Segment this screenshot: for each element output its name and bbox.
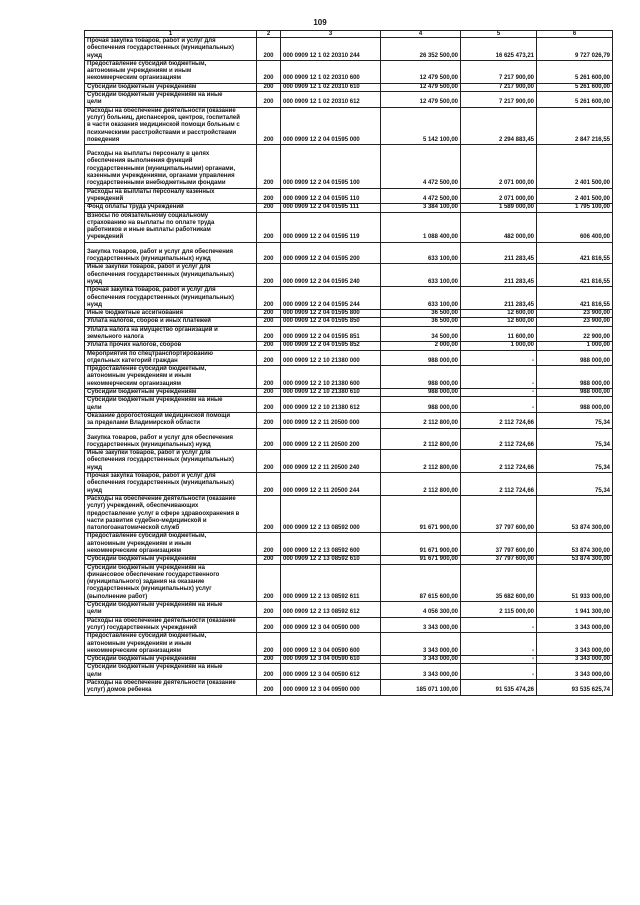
row-approved-cell: 633 100,00 <box>381 264 461 287</box>
header-col-1: 1 <box>85 31 257 38</box>
row-line-code-cell: 200 <box>257 60 281 83</box>
row-executed-cell: 1 589 000,00 <box>461 204 537 212</box>
row-line-code-cell: 200 <box>257 495 281 532</box>
header-col-4: 4 <box>381 31 461 38</box>
table-row <box>85 556 613 564</box>
row-executed-cell: 12 600,00 <box>461 310 537 318</box>
row-name-cell: Закупка товаров, работ и услуг для обеспечения государственных (муниципальных) нужд <box>85 428 257 450</box>
row-executed-cell: - <box>461 366 537 389</box>
row-name-cell: Прочая закупка товаров, работ и услуг для обеспечения государственных (муниципальных) нужд <box>85 38 257 61</box>
row-name-cell: Расходы на выплаты персоналу казенных учреждений <box>85 188 257 204</box>
row-executed-cell: 211 283,45 <box>461 242 537 264</box>
row-budget-code-cell: 000 0909 12 2 04 01595 111 <box>281 204 381 212</box>
row-executed-cell: 2 071 000,00 <box>461 145 537 188</box>
row-name-cell: Уплата налогов, сборов и иных платежей <box>85 318 257 326</box>
row-approved-cell: 2 112 800,00 <box>381 473 461 496</box>
row-executed-cell: 2 112 724,66 <box>461 428 537 450</box>
row-budget-code-cell: 000 0909 12 1 02 20310 612 <box>281 92 381 108</box>
row-approved-cell: 3 384 100,00 <box>381 204 461 212</box>
row-name-cell: Взносы по обязательному социальному страхованию на выплаты по оплате труда работников и иные выплаты работникам учреждений <box>85 212 257 242</box>
row-budget-code-cell: 000 0909 12 2 04 01595 119 <box>281 212 381 242</box>
row-unexecuted-cell: 3 343 000,00 <box>537 633 613 656</box>
table-row <box>85 366 613 389</box>
row-name-cell: Субсидии бюджетным учреждениям <box>85 83 257 91</box>
row-budget-code-cell: 000 0909 12 3 04 00590 612 <box>281 664 381 680</box>
table-row <box>85 602 613 618</box>
row-executed-cell: 1 000,00 <box>461 342 537 350</box>
row-unexecuted-cell: 93 535 625,74 <box>537 680 613 696</box>
table-row <box>85 633 613 656</box>
row-approved-cell: 26 352 500,00 <box>381 38 461 61</box>
row-budget-code-cell: 000 0909 12 2 13 08592 611 <box>281 564 381 601</box>
row-line-code-cell: 200 <box>257 107 281 144</box>
row-line-code-cell: 200 <box>257 564 281 601</box>
row-line-code-cell: 200 <box>257 204 281 212</box>
row-line-code-cell: 200 <box>257 428 281 450</box>
row-approved-cell: 4 056 300,00 <box>381 602 461 618</box>
row-executed-cell: - <box>461 397 537 413</box>
row-unexecuted-cell: 2 401 500,00 <box>537 145 613 188</box>
row-name-cell: Субсидии бюджетным учреждениям на иные цели <box>85 664 257 680</box>
row-name-cell: Оказание дорогостоящей медицинской помощи за пределами Владимирской области <box>85 412 257 428</box>
row-budget-code-cell: 000 0909 12 2 10 21380 000 <box>281 350 381 366</box>
row-name-cell: Субсидии бюджетным учреждениям на финансовое обеспечение государственного (муниципального) задания на оказание государственных (муниципальных) услуг (выполнение работ) <box>85 564 257 601</box>
row-executed-cell: 211 283,45 <box>461 264 537 287</box>
header-col-5: 5 <box>461 31 537 38</box>
row-budget-code-cell: 000 0909 12 2 10 21380 600 <box>281 366 381 389</box>
row-unexecuted-cell: 22 900,00 <box>537 326 613 342</box>
table-row <box>85 656 613 664</box>
row-line-code-cell: 200 <box>257 389 281 397</box>
row-budget-code-cell: 000 0909 12 2 04 01595 200 <box>281 242 381 264</box>
row-unexecuted-cell: 988 000,00 <box>537 350 613 366</box>
table-row <box>85 450 613 473</box>
row-executed-cell: 7 217 900,00 <box>461 83 537 91</box>
row-executed-cell: 37 797 600,00 <box>461 533 537 556</box>
header-col-3: 3 <box>281 31 381 38</box>
row-unexecuted-cell: 53 874 300,00 <box>537 556 613 564</box>
table-row <box>85 188 613 204</box>
row-approved-cell: 4 472 500,00 <box>381 188 461 204</box>
row-name-cell: Субсидии бюджетным учреждениям <box>85 556 257 564</box>
row-name-cell: Иные закупки товаров, работ и услуг для обеспечения государственных (муниципальных) нужд <box>85 264 257 287</box>
row-unexecuted-cell: 75,34 <box>537 450 613 473</box>
row-executed-cell: 11 600,00 <box>461 326 537 342</box>
row-name-cell: Расходы на обеспечение деятельности (оказание услуг) государственных учреждений <box>85 617 257 633</box>
row-unexecuted-cell: 5 261 600,00 <box>537 83 613 91</box>
row-executed-cell: 12 600,00 <box>461 318 537 326</box>
row-unexecuted-cell: 1 941 300,00 <box>537 602 613 618</box>
row-line-code-cell: 200 <box>257 664 281 680</box>
table-row <box>85 204 613 212</box>
table-row <box>85 342 613 350</box>
table-row <box>85 680 613 696</box>
row-executed-cell: - <box>461 350 537 366</box>
table-row <box>85 428 613 450</box>
row-budget-code-cell: 000 0909 12 2 13 08592 612 <box>281 602 381 618</box>
row-name-cell: Закупка товаров, работ и услуг для обеспечения государственных (муниципальных) нужд <box>85 242 257 264</box>
row-unexecuted-cell: 988 000,00 <box>537 397 613 413</box>
row-approved-cell: 3 343 000,00 <box>381 617 461 633</box>
row-executed-cell: 2 294 883,45 <box>461 107 537 144</box>
row-unexecuted-cell: 5 261 600,00 <box>537 92 613 108</box>
table-row <box>85 38 613 61</box>
row-budget-code-cell: 000 0909 12 2 10 21380 612 <box>281 397 381 413</box>
row-unexecuted-cell: 2 847 216,55 <box>537 107 613 144</box>
row-unexecuted-cell: 5 261 600,00 <box>537 60 613 83</box>
row-unexecuted-cell: 606 400,00 <box>537 212 613 242</box>
table-row <box>85 60 613 83</box>
table-row <box>85 242 613 264</box>
row-executed-cell: - <box>461 664 537 680</box>
row-approved-cell: 5 142 100,00 <box>381 107 461 144</box>
table-row <box>85 397 613 413</box>
row-line-code-cell: 200 <box>257 287 281 310</box>
row-unexecuted-cell: 421 816,55 <box>537 242 613 264</box>
table-row <box>85 412 613 428</box>
row-line-code-cell: 200 <box>257 212 281 242</box>
table-row <box>85 664 613 680</box>
row-name-cell: Предоставление субсидий бюджетным, автономным учреждениям и иным некоммерческим организациям <box>85 366 257 389</box>
table-row <box>85 389 613 397</box>
row-unexecuted-cell: 1 795 100,00 <box>537 204 613 212</box>
row-executed-cell: 2 071 000,00 <box>461 188 537 204</box>
row-budget-code-cell: 000 0909 12 1 02 20310 600 <box>281 60 381 83</box>
row-unexecuted-cell: 75,34 <box>537 412 613 428</box>
row-line-code-cell: 200 <box>257 656 281 664</box>
row-executed-cell: 7 217 900,00 <box>461 60 537 83</box>
row-unexecuted-cell: 2 401 500,00 <box>537 188 613 204</box>
row-approved-cell: 2 112 800,00 <box>381 450 461 473</box>
row-executed-cell: 2 112 724,66 <box>461 450 537 473</box>
row-line-code-cell: 200 <box>257 633 281 656</box>
row-approved-cell: 3 343 000,00 <box>381 633 461 656</box>
table-row <box>85 533 613 556</box>
row-budget-code-cell: 000 0909 12 1 02 20310 610 <box>281 83 381 91</box>
row-approved-cell: 3 343 000,00 <box>381 664 461 680</box>
row-budget-code-cell: 000 0909 12 2 04 01595 851 <box>281 326 381 342</box>
row-executed-cell: 2 112 724,66 <box>461 412 537 428</box>
row-unexecuted-cell: 988 000,00 <box>537 389 613 397</box>
row-executed-cell: 35 682 600,00 <box>461 564 537 601</box>
row-budget-code-cell: 000 0909 12 2 04 01595 000 <box>281 107 381 144</box>
row-budget-code-cell: 000 0909 12 2 04 01595 852 <box>281 342 381 350</box>
budget-table <box>84 30 613 696</box>
table-body <box>85 38 613 696</box>
row-name-cell: Предоставление субсидий бюджетным, автономным учреждениям и иным некоммерческим организациям <box>85 533 257 556</box>
row-budget-code-cell: 000 0909 12 2 04 01595 110 <box>281 188 381 204</box>
row-unexecuted-cell: 988 000,00 <box>537 366 613 389</box>
row-budget-code-cell: 000 0909 12 2 10 21380 610 <box>281 389 381 397</box>
row-name-cell: Расходы на обеспечение деятельности (оказание услуг) учреждений, обеспечивающих предоставление услуг в сфере здравоохранения в части развития судебно-медицинской и патологоанатомической служб <box>85 495 257 532</box>
row-budget-code-cell: 000 0909 12 2 13 08592 600 <box>281 533 381 556</box>
row-executed-cell: 37 797 600,00 <box>461 495 537 532</box>
row-line-code-cell: 200 <box>257 680 281 696</box>
row-approved-cell: 34 500,00 <box>381 326 461 342</box>
row-approved-cell: 988 000,00 <box>381 397 461 413</box>
row-name-cell: Субсидии бюджетным учреждениям <box>85 389 257 397</box>
row-line-code-cell: 200 <box>257 450 281 473</box>
row-line-code-cell: 200 <box>257 397 281 413</box>
table-row <box>85 318 613 326</box>
row-budget-code-cell: 000 0909 12 2 11 20500 000 <box>281 412 381 428</box>
row-unexecuted-cell: 3 343 000,00 <box>537 617 613 633</box>
row-unexecuted-cell: 51 933 000,00 <box>537 564 613 601</box>
table-header-row <box>85 31 613 38</box>
row-unexecuted-cell: 9 727 026,79 <box>537 38 613 61</box>
row-unexecuted-cell: 53 874 300,00 <box>537 495 613 532</box>
row-name-cell: Уплата налога на имущество организаций и земельного налога <box>85 326 257 342</box>
row-approved-cell: 633 100,00 <box>381 287 461 310</box>
table-row <box>85 564 613 601</box>
row-name-cell: Расходы на выплаты персоналу в целях обеспечения выполнения функций государственными (муниципальными) органами, казенными учреждениями, органами управления государственными внебюджетными фондами <box>85 145 257 188</box>
row-approved-cell: 988 000,00 <box>381 350 461 366</box>
table-row <box>85 617 613 633</box>
row-approved-cell: 36 500,00 <box>381 318 461 326</box>
row-budget-code-cell: 000 0909 12 3 04 09590 000 <box>281 680 381 696</box>
row-executed-cell: 2 115 000,00 <box>461 602 537 618</box>
row-unexecuted-cell: 75,34 <box>537 473 613 496</box>
row-unexecuted-cell: 23 900,00 <box>537 318 613 326</box>
row-name-cell: Субсидии бюджетным учреждениям на иные цели <box>85 397 257 413</box>
row-budget-code-cell: 000 0909 12 1 02 20310 244 <box>281 38 381 61</box>
row-line-code-cell: 200 <box>257 145 281 188</box>
row-line-code-cell: 200 <box>257 310 281 318</box>
row-line-code-cell: 200 <box>257 602 281 618</box>
row-unexecuted-cell: 23 900,00 <box>537 310 613 318</box>
row-approved-cell: 988 000,00 <box>381 389 461 397</box>
row-line-code-cell: 200 <box>257 242 281 264</box>
page-number: 109 <box>313 18 327 27</box>
row-executed-cell: - <box>461 389 537 397</box>
row-executed-cell: 91 535 474,26 <box>461 680 537 696</box>
table-row <box>85 212 613 242</box>
row-unexecuted-cell: 421 816,55 <box>537 264 613 287</box>
row-approved-cell: 12 479 500,00 <box>381 60 461 83</box>
row-executed-cell: 7 217 900,00 <box>461 92 537 108</box>
row-executed-cell: 16 625 473,21 <box>461 38 537 61</box>
row-budget-code-cell: 000 0909 12 2 13 08592 610 <box>281 556 381 564</box>
row-budget-code-cell: 000 0909 12 2 04 01595 240 <box>281 264 381 287</box>
row-name-cell: Расходы на обеспечение деятельности (оказание услуг) домов ребенка <box>85 680 257 696</box>
row-name-cell: Иные бюджетные ассигнования <box>85 310 257 318</box>
header-col-2: 2 <box>257 31 281 38</box>
row-name-cell: Субсидии бюджетным учреждениям <box>85 656 257 664</box>
table-row <box>85 83 613 91</box>
row-executed-cell: 211 283,45 <box>461 287 537 310</box>
row-approved-cell: 1 088 400,00 <box>381 212 461 242</box>
row-name-cell: Предоставление субсидий бюджетным, автономным учреждениям и иным некоммерческим организациям <box>85 633 257 656</box>
row-unexecuted-cell: 75,34 <box>537 428 613 450</box>
row-line-code-cell: 200 <box>257 556 281 564</box>
row-name-cell: Фонд оплаты труда учреждений <box>85 204 257 212</box>
row-approved-cell: 185 071 100,00 <box>381 680 461 696</box>
row-line-code-cell: 200 <box>257 38 281 61</box>
row-executed-cell: - <box>461 633 537 656</box>
row-executed-cell: 2 112 724,66 <box>461 473 537 496</box>
row-line-code-cell: 200 <box>257 83 281 91</box>
row-approved-cell: 4 472 500,00 <box>381 145 461 188</box>
row-approved-cell: 91 671 900,00 <box>381 495 461 532</box>
row-approved-cell: 633 100,00 <box>381 242 461 264</box>
row-name-cell: Мероприятия по спецтранспортированию отдельных категорий граждан <box>85 350 257 366</box>
row-name-cell: Предоставление субсидий бюджетным, автономным учреждениям и иным некоммерческим организациям <box>85 60 257 83</box>
row-approved-cell: 87 615 600,00 <box>381 564 461 601</box>
row-name-cell: Прочая закупка товаров, работ и услуг для обеспечения государственных (муниципальных) нужд <box>85 287 257 310</box>
row-unexecuted-cell: 3 343 000,00 <box>537 656 613 664</box>
row-unexecuted-cell: 1 000,00 <box>537 342 613 350</box>
row-line-code-cell: 200 <box>257 92 281 108</box>
row-line-code-cell: 200 <box>257 342 281 350</box>
row-executed-cell: - <box>461 656 537 664</box>
row-executed-cell: 37 797 600,00 <box>461 556 537 564</box>
row-budget-code-cell: 000 0909 12 2 04 01595 244 <box>281 287 381 310</box>
row-approved-cell: 2 112 800,00 <box>381 412 461 428</box>
table-row <box>85 495 613 532</box>
table-row <box>85 92 613 108</box>
row-line-code-cell: 200 <box>257 617 281 633</box>
table-row <box>85 310 613 318</box>
row-name-cell: Иные закупки товаров, работ и услуг для обеспечения государственных (муниципальных) нужд <box>85 450 257 473</box>
row-budget-code-cell: 000 0909 12 2 11 20500 244 <box>281 473 381 496</box>
row-approved-cell: 2 000,00 <box>381 342 461 350</box>
row-approved-cell: 12 479 500,00 <box>381 83 461 91</box>
row-budget-code-cell: 000 0909 12 2 04 01595 850 <box>281 318 381 326</box>
row-budget-code-cell: 000 0909 12 3 04 00590 600 <box>281 633 381 656</box>
table-row <box>85 473 613 496</box>
table-row <box>85 145 613 188</box>
row-approved-cell: 91 671 900,00 <box>381 533 461 556</box>
row-line-code-cell: 200 <box>257 350 281 366</box>
table-row <box>85 350 613 366</box>
row-budget-code-cell: 000 0909 12 2 13 08592 000 <box>281 495 381 532</box>
row-approved-cell: 3 343 000,00 <box>381 656 461 664</box>
table-row <box>85 107 613 144</box>
row-line-code-cell: 200 <box>257 412 281 428</box>
row-approved-cell: 2 112 800,00 <box>381 428 461 450</box>
row-unexecuted-cell: 3 343 000,00 <box>537 664 613 680</box>
row-budget-code-cell: 000 0909 12 2 11 20500 200 <box>281 428 381 450</box>
row-budget-code-cell: 000 0909 12 2 04 01595 100 <box>281 145 381 188</box>
row-executed-cell: 482 000,00 <box>461 212 537 242</box>
table-row <box>85 287 613 310</box>
row-approved-cell: 91 671 900,00 <box>381 556 461 564</box>
row-line-code-cell: 200 <box>257 533 281 556</box>
table-row <box>85 264 613 287</box>
row-budget-code-cell: 000 0909 12 2 11 20500 240 <box>281 450 381 473</box>
row-name-cell: Субсидии бюджетным учреждениям на иные цели <box>85 602 257 618</box>
row-unexecuted-cell: 421 816,55 <box>537 287 613 310</box>
row-budget-code-cell: 000 0909 12 3 04 00590 000 <box>281 617 381 633</box>
row-line-code-cell: 200 <box>257 188 281 204</box>
row-executed-cell: - <box>461 617 537 633</box>
row-unexecuted-cell: 53 874 300,00 <box>537 533 613 556</box>
row-budget-code-cell: 000 0909 12 3 04 00590 610 <box>281 656 381 664</box>
row-approved-cell: 988 000,00 <box>381 366 461 389</box>
row-name-cell: Прочая закупка товаров, работ и услуг для обеспечения государственных (муниципальных) нужд <box>85 473 257 496</box>
header-col-6: 6 <box>537 31 613 38</box>
row-line-code-cell: 200 <box>257 473 281 496</box>
row-line-code-cell: 200 <box>257 318 281 326</box>
row-line-code-cell: 200 <box>257 326 281 342</box>
row-name-cell: Расходы на обеспечение деятельности (оказание услуг) больниц, диспансеров, центров, госпиталей в части оказания медицинской помощи больным с психическими расстройствами и расстройствами поведения <box>85 107 257 144</box>
row-line-code-cell: 200 <box>257 264 281 287</box>
row-budget-code-cell: 000 0909 12 2 04 01595 800 <box>281 310 381 318</box>
row-approved-cell: 12 479 500,00 <box>381 92 461 108</box>
row-name-cell: Субсидии бюджетным учреждениям на иные цели <box>85 92 257 108</box>
table-row <box>85 326 613 342</box>
row-line-code-cell: 200 <box>257 366 281 389</box>
row-name-cell: Уплата прочих налогов, сборов <box>85 342 257 350</box>
row-approved-cell: 36 500,00 <box>381 310 461 318</box>
